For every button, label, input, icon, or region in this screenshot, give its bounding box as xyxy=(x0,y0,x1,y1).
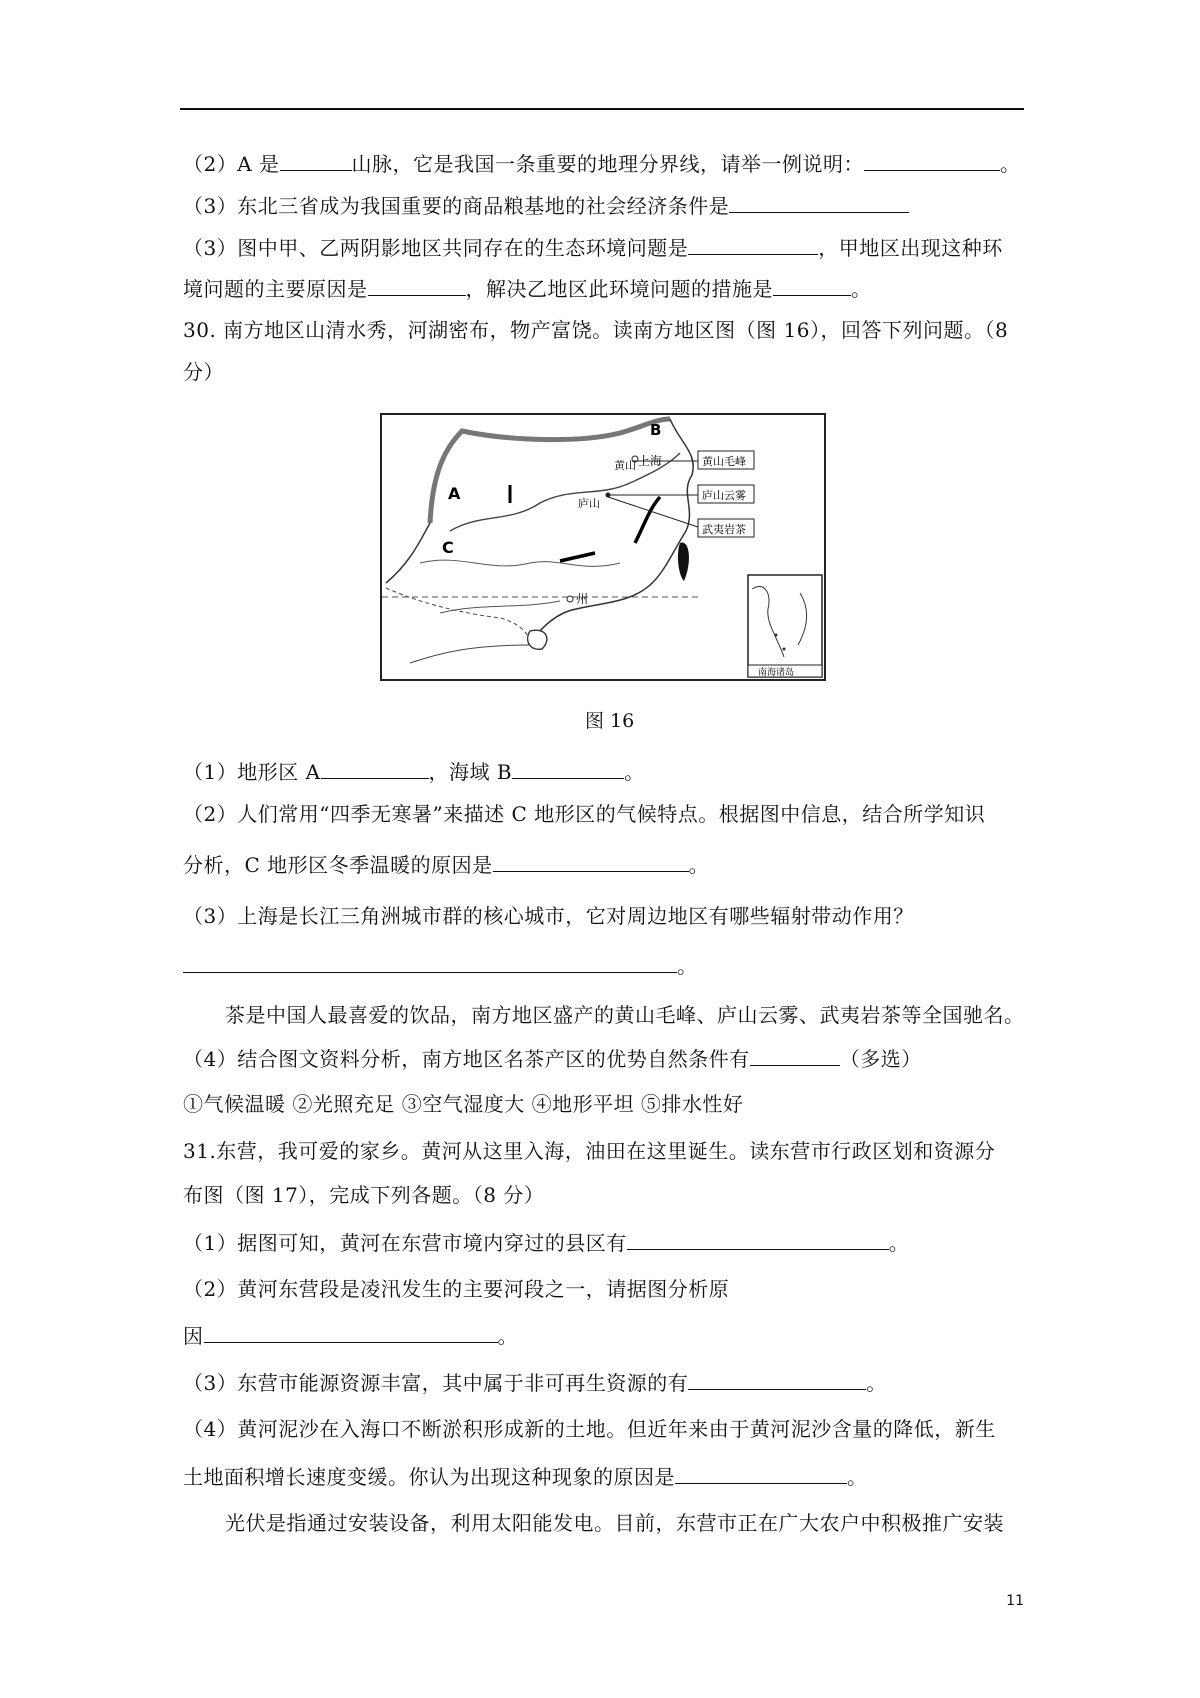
answer-blank[interactable] xyxy=(773,275,851,296)
inset-island xyxy=(775,634,778,637)
question-line: （1）据图可知，黄河在东营市境内穿过的县区有 。 xyxy=(183,1231,910,1255)
option-line: ①气候温暖 ②光照充足 ③空气湿度大 ④地形平坦 ⑤排水性好 xyxy=(183,1092,744,1116)
tea-label-lushan: 庐山云雾 xyxy=(702,489,746,502)
map-mountain-lushan: 庐山 xyxy=(578,497,600,510)
answer-blank[interactable] xyxy=(183,952,677,973)
question-heading: 31.东营，我可爱的家乡。黄河从这里入海，油田在这里诞生。读东营市行政区划和资源分 xyxy=(183,1139,996,1163)
question-line: （3）上海是长江三角洲城市群的核心城市，它对周边地区有哪些辐射带动作用？ xyxy=(183,904,914,928)
question-heading: 分） xyxy=(183,360,224,384)
map-mountain-huangshan: 黄山 xyxy=(614,459,636,472)
lushan-marker xyxy=(606,493,611,498)
answer-blank[interactable] xyxy=(675,1463,847,1484)
paragraph-line: 茶是中国人最喜爱的饮品，南方地区盛产的黄山毛峰、庐山云雾、武夷岩茶等全国驰名。 xyxy=(225,1003,1025,1027)
question-line: 。 xyxy=(183,952,698,979)
answer-blank[interactable] xyxy=(512,758,624,779)
question-line: 因 。 xyxy=(183,1324,518,1348)
answer-blank[interactable] xyxy=(280,150,352,171)
map-label-a: A xyxy=(448,484,461,503)
south-china-map xyxy=(380,413,826,681)
map-label-c: C xyxy=(442,538,454,557)
question-line: （4）结合图文资料分析，南方地区名茶产区的优势自然条件有 （多选） xyxy=(183,1047,922,1071)
question-line: （2）A 是 山脉，它是我国一条重要的地理分界线，请举一例说明： 。 xyxy=(183,152,1021,176)
answer-blank[interactable] xyxy=(688,1369,866,1390)
answer-blank[interactable] xyxy=(864,150,1000,171)
map-city-shanghai: 上海 xyxy=(638,454,663,468)
map-label-b: B xyxy=(650,421,662,439)
answer-blank[interactable] xyxy=(321,758,429,779)
figure-caption: 图 16 xyxy=(585,710,635,732)
question-heading: 30. 南方地区山清水秀，河湖密布，物产富饶。读南方地区图（图 16），回答下列问题。（8 xyxy=(183,318,1009,342)
question-line: （2）人们常用“四季无寒暑”来描述 C 地形区的气候特点。根据图中信息，结合所学知识 xyxy=(183,802,986,826)
question-line: （3）东北三省成为我国重要的商品粮基地的社会经济条件是 xyxy=(183,192,909,219)
question-line: （1）地形区 A ，海域 B 。 xyxy=(183,760,645,784)
paragraph-line: 光伏是指通过安装设备，利用太阳能发电。目前，东营市正在广大农户中积极推广安装 xyxy=(225,1511,1004,1535)
map-city-zhou: 州 xyxy=(576,592,589,606)
answer-blank[interactable] xyxy=(493,851,689,872)
tea-label-wuyi: 武夷岩茶 xyxy=(702,523,746,536)
question-line: 境问题的主要原因是 ，解决乙地区此环境问题的措施是 。 xyxy=(183,277,872,301)
question-line: （3）东营市能源资源丰富，其中属于非可再生资源的有 。 xyxy=(183,1371,887,1395)
answer-blank[interactable] xyxy=(204,1322,498,1343)
question-line: 分析，C 地形区冬季温暖的原因是 。 xyxy=(183,853,710,877)
inset-label: 南海诸岛 xyxy=(758,668,795,678)
question-heading: 布图（图 17），完成下列各题。（8 分） xyxy=(183,1183,545,1207)
question-line: 土地面积增长速度变缓。你认为出现这种现象的原因是 。 xyxy=(183,1465,868,1489)
answer-blank[interactable] xyxy=(368,275,466,296)
answer-blank[interactable] xyxy=(750,1045,840,1066)
south-sea-inset xyxy=(748,575,822,677)
question-line: （4）黄河泥沙在入海口不断淤积形成新的土地。但近年来由于黄河泥沙含量的降低，新生 xyxy=(183,1417,996,1441)
inset-island xyxy=(783,648,786,651)
header-rule xyxy=(180,108,1024,110)
question-line: （2）黄河东营段是凌汛发生的主要河段之一，请据图分析原 xyxy=(183,1277,730,1301)
answer-blank[interactable] xyxy=(688,234,818,255)
answer-blank[interactable] xyxy=(729,192,909,213)
page-number: 11 xyxy=(1006,1593,1024,1609)
tea-label-huangshan: 黄山毛峰 xyxy=(702,455,746,468)
hainan-island xyxy=(528,630,547,649)
answer-blank[interactable] xyxy=(627,1229,889,1250)
question-line: （3）图中甲、乙两阴影地区共同存在的生态环境问题是 ，甲地区出现这种环 xyxy=(183,236,1003,260)
